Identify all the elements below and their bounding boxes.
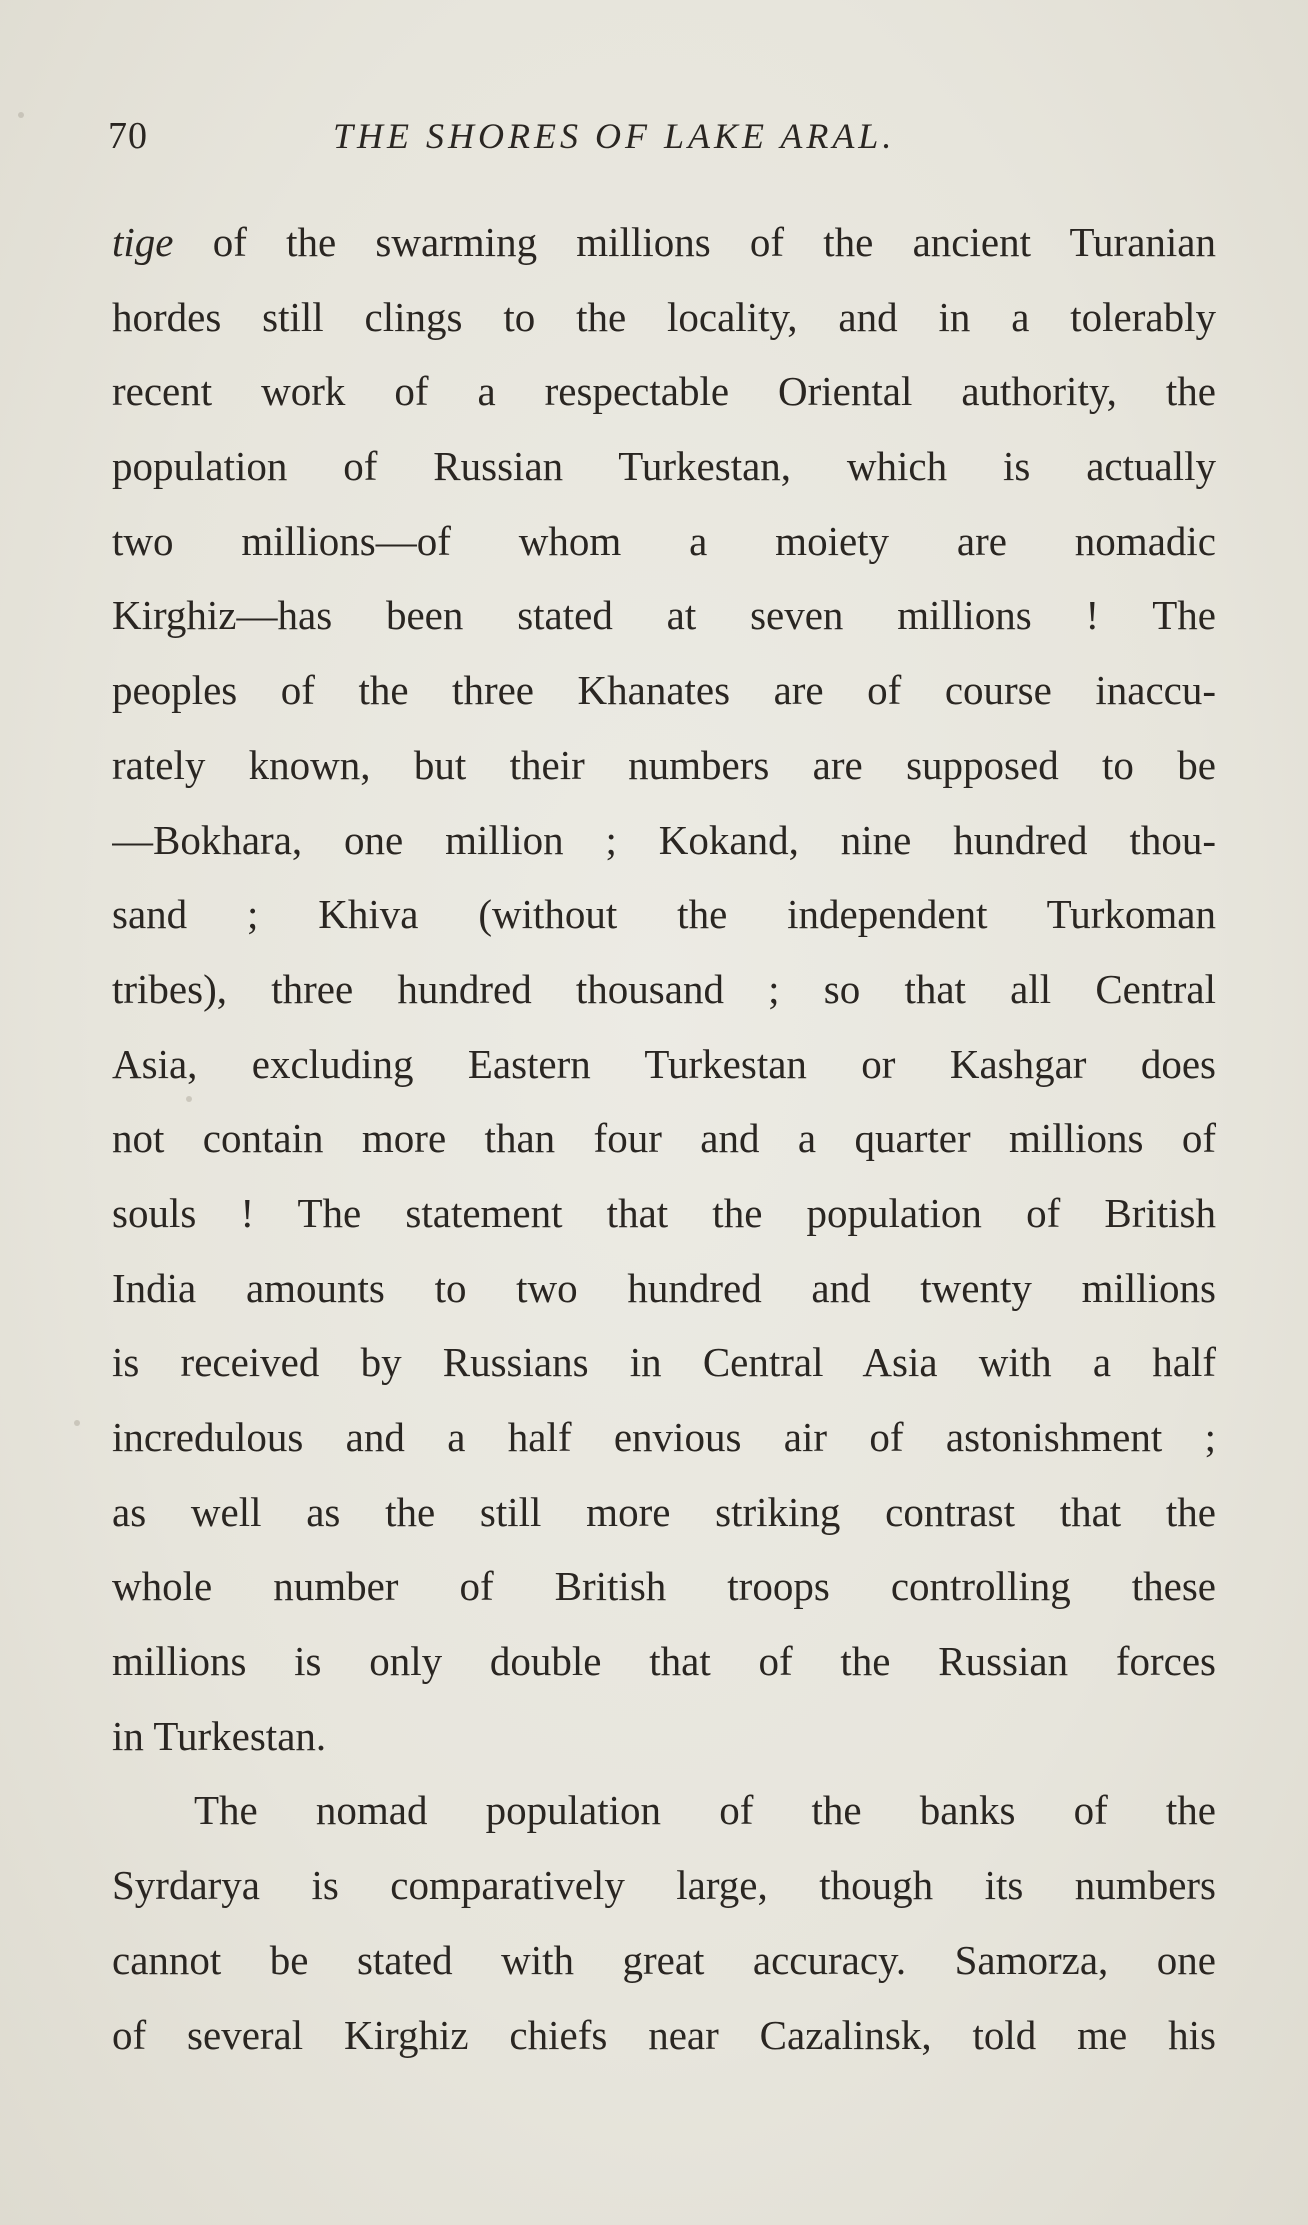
paper-speck <box>74 1420 80 1426</box>
text-line: souls ! The statement that the population of British <box>112 1189 1216 1236</box>
text-line <box>112 205 1216 280</box>
text-line: millions is only double that of the Russian forces <box>112 1638 1216 1685</box>
text-line: incredulous and a half envious air of astonishment ; <box>112 1414 1216 1460</box>
page-number: 70 <box>108 115 148 157</box>
text-line: sand ; Khiva (without the independent Turkoman <box>112 891 1216 938</box>
text-line: tribes), three hundred thousand ; so that all Central <box>112 965 1216 1012</box>
text-line: —Bokhara, one million ; Kokand, nine hundred thou- <box>112 816 1216 863</box>
text-line: as well as the still more striking contrast that the <box>112 1488 1216 1535</box>
text-line: whole number of British troops controlling these <box>112 1563 1216 1610</box>
text-line: hordes still clings to the locality, and in a tolerably <box>112 293 1216 340</box>
text-line: of several Kirghiz chiefs near Cazalinsk, told me his <box>112 2011 1216 2058</box>
text-line: cannot be stated with great accuracy. Samorza, one <box>112 1936 1216 1983</box>
text-line: Syrdarya is comparatively large, though its numbers <box>112 1862 1216 1909</box>
paper-speck <box>186 1096 192 1102</box>
line-text: of the swarming millions of the ancient Turanian <box>173 219 1216 265</box>
paper-speck <box>18 112 24 118</box>
body-text <box>112 205 1216 2072</box>
italic-word: tige <box>112 219 174 265</box>
text-line: recent work of a respectable Oriental authority, the <box>112 368 1216 415</box>
text-line: in Turkestan. <box>112 1712 327 1759</box>
text-line: not contain more than four and a quarter millions of <box>112 1115 1216 1162</box>
text-line: Kirghiz—has been stated at seven millions ! The <box>112 592 1216 639</box>
text-line: population of Russian Turkestan, which is actually <box>112 443 1216 490</box>
text-line: India amounts to two hundred and twenty millions <box>112 1264 1216 1311</box>
text-line: two millions—of whom a moiety are nomadic <box>112 517 1216 564</box>
running-title: THE SHORES OF LAKE ARAL. <box>333 116 896 156</box>
text-line: The nomad population of the banks of the <box>194 1787 1216 1834</box>
text-line: peoples of the three Khanates are of course inaccu- <box>112 667 1216 714</box>
text-line: is received by Russians in Central Asia with a half <box>112 1339 1216 1386</box>
page-header <box>108 108 1208 164</box>
text-line: Asia, excluding Eastern Turkestan or Kashgar does <box>112 1040 1216 1087</box>
text-line: rately known, but their numbers are supposed to be <box>112 741 1216 788</box>
